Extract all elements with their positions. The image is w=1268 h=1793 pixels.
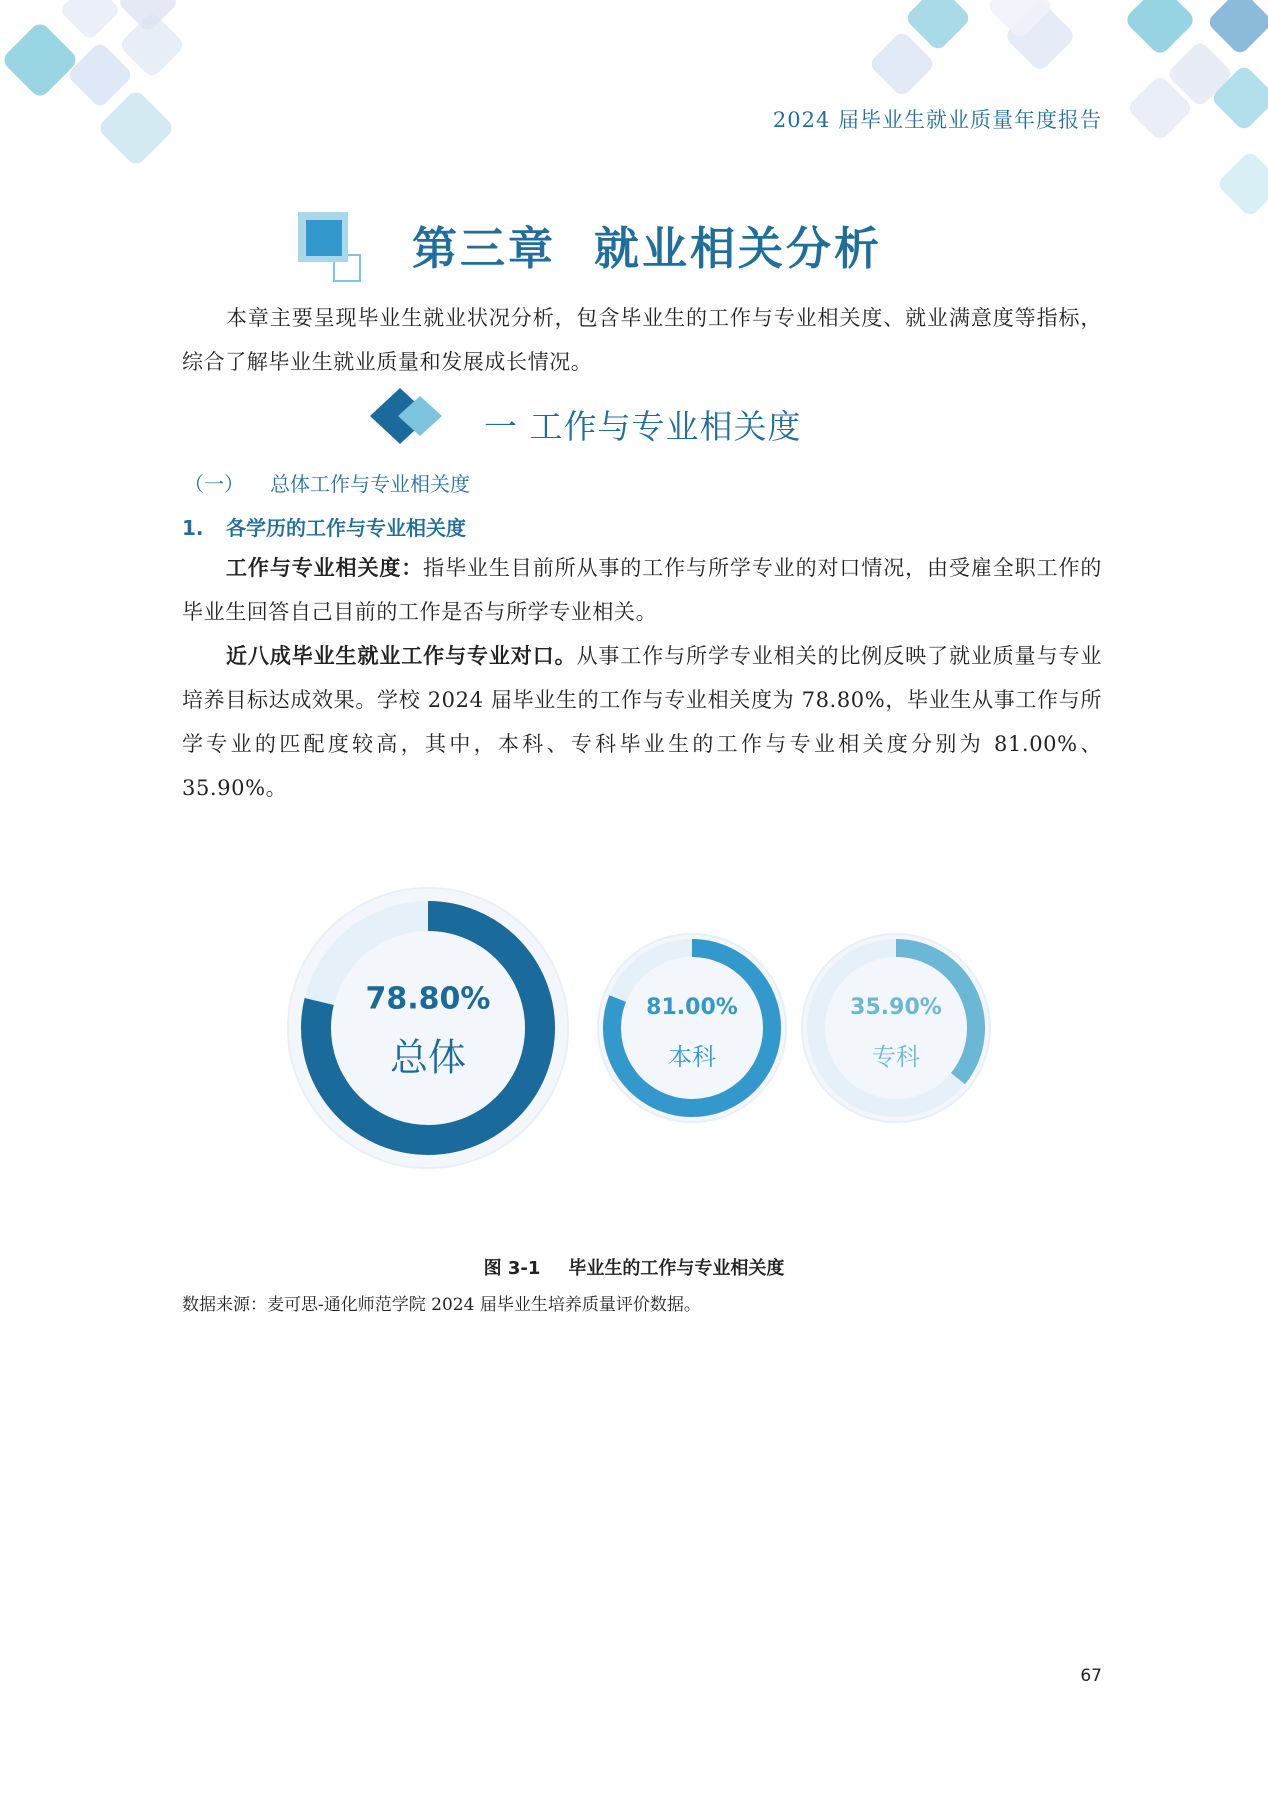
chapter-title [412, 212, 882, 277]
chapter-intro: 本章主要呈现毕业生就业状况分析，包含毕业生的工作与专业相关度、就业满意度等指标，综合了解毕业生就业质量和发展成长情况。 [182, 306, 1102, 374]
donut-undergrad-label: 本科 [668, 1043, 716, 1071]
figure-caption [0, 1254, 1268, 1280]
donut-undergrad-halo [598, 934, 786, 1122]
donut-undergrad-value: 81.00% [646, 995, 738, 1020]
data-source-note: 数据来源：麦可思-通化师范学院 2024 届毕业生培养质量评价数据。 [182, 1295, 701, 1315]
summary-lead: 近八成毕业生就业工作与专业对口。 [226, 644, 577, 668]
report-header-title: 2024 届毕业生就业质量年度报告 [772, 108, 1102, 132]
definition-text: 指毕业生目前所从事的工作与所学专业的对口情况，由受雇全职工作的毕业生回答自己目前的工作是否与所学专业相关。 [182, 556, 1102, 624]
chapter-square-icon [296, 210, 366, 286]
subsection-title-1: 总体工作与专业相关度 [270, 472, 470, 496]
subsection-title-2: 各学历的工作与专业相关度 [226, 516, 466, 540]
summary-text: 从事工作与所学专业相关的比例反映了就业质量与专业培养目标达成效果。学校 2024 届毕业生的工作与专业相关度为 78.80%，毕业生从事工作与所学专业的匹配度较高，其中，本科、专科毕业生的工作与专业相关度分别为 81.00%、35.90%。 [182, 644, 1102, 800]
definition-term: 工作与专业相关度： [226, 556, 424, 580]
subsection-number-2: 1. [182, 516, 204, 540]
figure-number: 图 3-1 [483, 1258, 541, 1279]
donut-junior-college-label: 专科 [872, 1043, 920, 1071]
donut-junior-college-value: 35.90% [850, 995, 942, 1020]
page-number: 67 [1080, 1666, 1102, 1686]
figure-title: 毕业生的工作与专业相关度 [568, 1258, 785, 1279]
donut-overall-label: 总体 [389, 1035, 467, 1080]
donut-overall-value: 78.80% [365, 981, 491, 1017]
relevance-donut-charts [0, 880, 1268, 1180]
subsection-heading-1 [184, 468, 470, 497]
summary-paragraph [182, 634, 1102, 810]
definition-paragraph [182, 546, 1102, 634]
chapter-name: 就业相关分析 [594, 222, 883, 275]
section-title: 一 工作与专业相关度 [484, 407, 802, 446]
subsection-heading-2 [182, 512, 466, 541]
section-diamond-icon [362, 386, 446, 446]
donut-junior-college-halo [802, 934, 990, 1122]
chapter-label: 第三章 [412, 222, 557, 275]
subsection-number-1: （一） [184, 472, 244, 496]
